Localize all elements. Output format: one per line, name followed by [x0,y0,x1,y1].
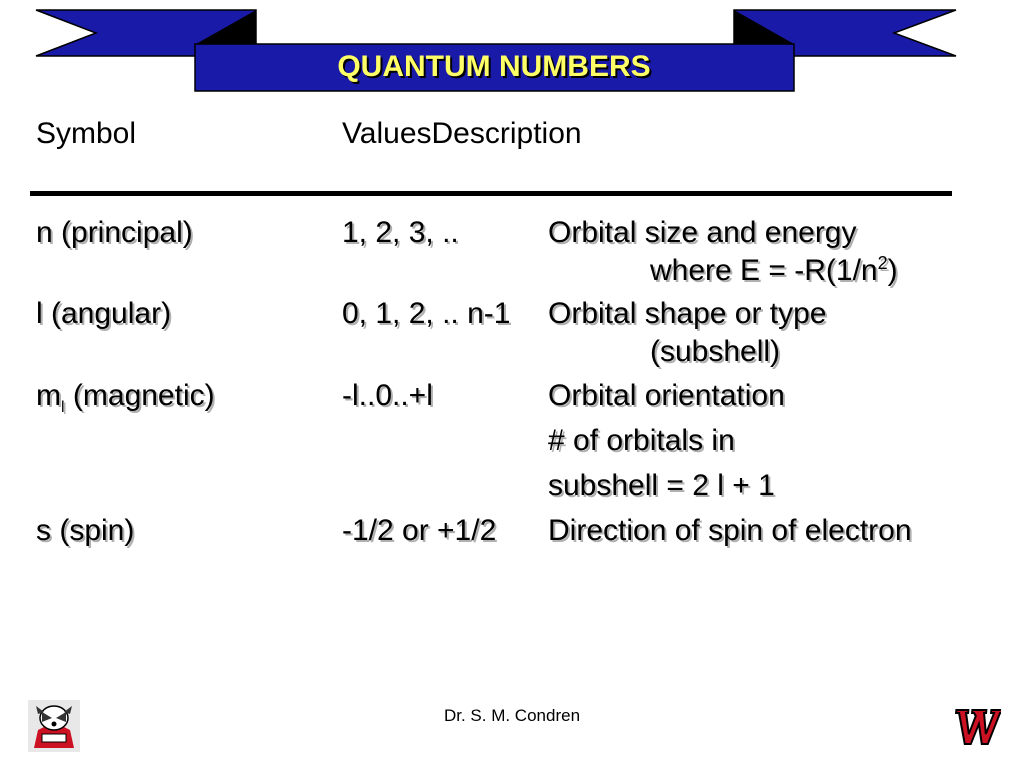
row-description-cont: (subshell) [650,335,781,368]
energy-formula: where E = -R(1/n [650,254,878,287]
row-symbol [36,379,215,416]
row-values: 1, 2, 3, .. [342,216,459,249]
row-values: -1/2 or +1/2 [342,514,497,547]
header-divider [30,191,952,196]
header-description: Description [431,117,582,150]
symbol-subscript: l [61,399,65,416]
badger-mascot-icon [28,700,80,752]
row-description-cont [650,254,898,288]
energy-formula-exponent: 2 [877,253,888,273]
row-description: Orbital orientation [548,379,785,412]
header-values-description [342,117,582,151]
energy-formula-close: ) [887,254,898,287]
header-values: Values [342,117,432,150]
header-symbol: Symbol [36,117,137,150]
row-symbol: l (angular) [36,297,172,330]
row-description-extra: # of orbitals in [548,424,735,457]
slide-title: QUANTUM NUMBERS [337,50,651,83]
row-description: Orbital size and energy [548,216,857,249]
symbol-rest: (magnetic) [64,379,215,412]
row-symbol: s (spin) [36,514,135,547]
w-logo-icon [951,704,1001,750]
symbol-m: m [36,379,61,412]
row-symbol: n (principal) [36,216,193,249]
row-values: 0, 1, 2, .. n-1 [342,297,511,330]
row-description: Direction of spin of electron [548,514,912,547]
row-description-extra: subshell = 2 l + 1 [548,469,775,502]
row-values: -l..0..+l [342,379,433,412]
footer-author: Dr. S. M. Condren [443,706,581,725]
row-description: Orbital shape or type [548,297,827,330]
